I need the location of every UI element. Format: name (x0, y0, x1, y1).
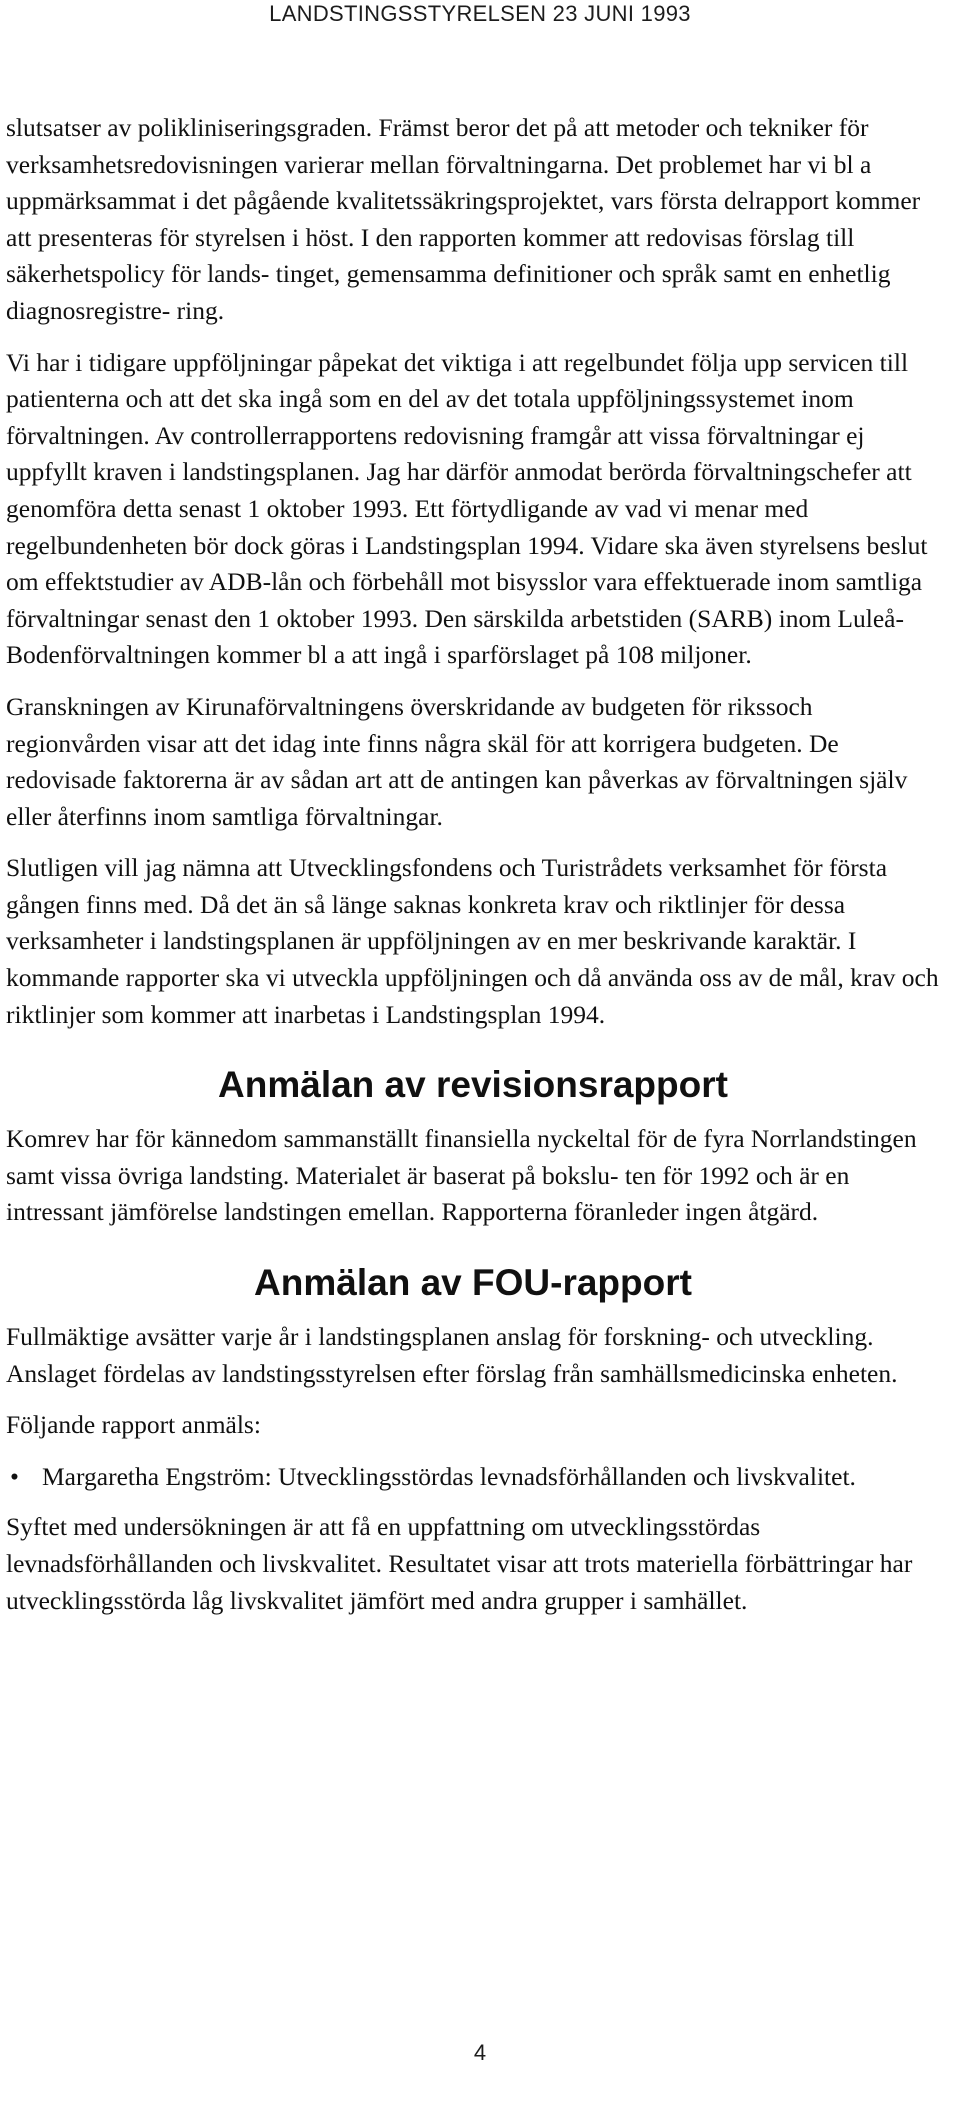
page-number: 4 (473, 2040, 487, 2065)
list-item-text: Margaretha Engström: Utvecklingsstördas levnadsförhållanden och livskvalitet. (42, 1461, 856, 1491)
body-paragraph: Syftet med undersökningen är att få en uppfattning om utvecklingsstördas levnadsförhållanden och livskvalitet. Resultatet visar att trots materiella förbättringar har utvecklingsstörda låg livskvalitet jämfört med andra grupper i samhället. (6, 1512, 913, 1615)
section-heading-revision: Anmälan av revisionsrapport (218, 1064, 728, 1106)
body-paragraph: Vi har i tidigare uppföljningar påpekat det viktiga i att regelbundet följa upp servicen till patienterna och att det ska ingå som en del av det totala uppföljningssystemet inom förvaltningen. Av controllerrapportens redovisning framgår att vissa förvaltningar ej uppfyllt kraven i landstingsplanen. Jag har därför anmodat berörda förvaltningschefer att genomföra detta senast 1 oktober 1993. Ett förtydligande av vad vi menar med regelbundenheten bör dock göras i Landstingsplan 1994. Vidare ska även styrelsens beslut om effektstudier av ADB-lån och förbehåll mot bisysslor vara effektuerade inom samtliga förvaltningar senast den 1 oktober 1993. Den särskilda arbetstiden (SARB) inom Luleå-Bodenförvaltningen kommer bl a att ingå i sparförslaget på 108 miljoner. (6, 347, 928, 670)
list-item (6, 1459, 940, 1496)
body-paragraph: Granskningen av Kirunaförvaltningens överskridande av budgeten för rikssoch regionvården visar att det idag inte finns några skäl för att korrigera budgeten. De redovisade faktorerna är av sådan art att de antingen kan påverkas av förvaltningen själv eller återfinns inom samtliga förvaltningar. (6, 691, 908, 831)
report-list (6, 1459, 940, 1496)
body-paragraph: Fullmäktige avsätter varje år i landstingsplanen anslag för forskning- och utveckling. Anslaget fördelas av landstingsstyrelsen efter förslag från samhällsmedicinska enheten. (6, 1322, 898, 1388)
bullet-icon: • (10, 1461, 19, 1491)
body-paragraph: Slutligen vill jag nämna att Utvecklingsfondens och Turistrådets verksamhet för första gången finns med. Då det än så länge saknas konkreta krav och riktlinjer för dessa verksamheter i landstingsplanen är uppföljningen av en mer beskrivande karaktär. I kommande rapporter ska vi utveckla uppföljningen och då använda oss av de mål, krav och riktlinjer som kommer att inarbetas i Landstingsplan 1994. (6, 853, 939, 1029)
running-header: LANDSTINGSSTYRELSEN 23 JUNI 1993 (269, 1, 691, 26)
section-heading-fou: Anmälan av FOU-rapport (254, 1262, 692, 1304)
body-paragraph: Följande rapport anmäls: (6, 1410, 261, 1440)
body-paragraph: slutsatser av polikliniseringsgraden. Främst beror det på att metoder och tekniker för verksamhetsredovisningen varierar mellan förvaltningarna. Det problemet har vi bl a uppmärksammat i det pågående kvalitetssäkringsprojektet, vars första delrapport kommer att presenteras för styrelsen i höst. I den rapporten kommer att redovisas förslag till säkerhetspolicy för lands- tinget, gemensamma definitioner och språk samt en enhetlig diagnosregistre- ring. (6, 113, 921, 325)
body-paragraph: Komrev har för kännedom sammanställt finansiella nyckeltal för de fyra Norrlandstingen samt vissa övriga landsting. Materialet är baserat på bokslu- ten för 1992 och är en intressant jämförelse landstingen emellan. Rapporterna föranleder ingen åtgärd. (6, 1124, 917, 1227)
document-body (6, 110, 940, 1634)
